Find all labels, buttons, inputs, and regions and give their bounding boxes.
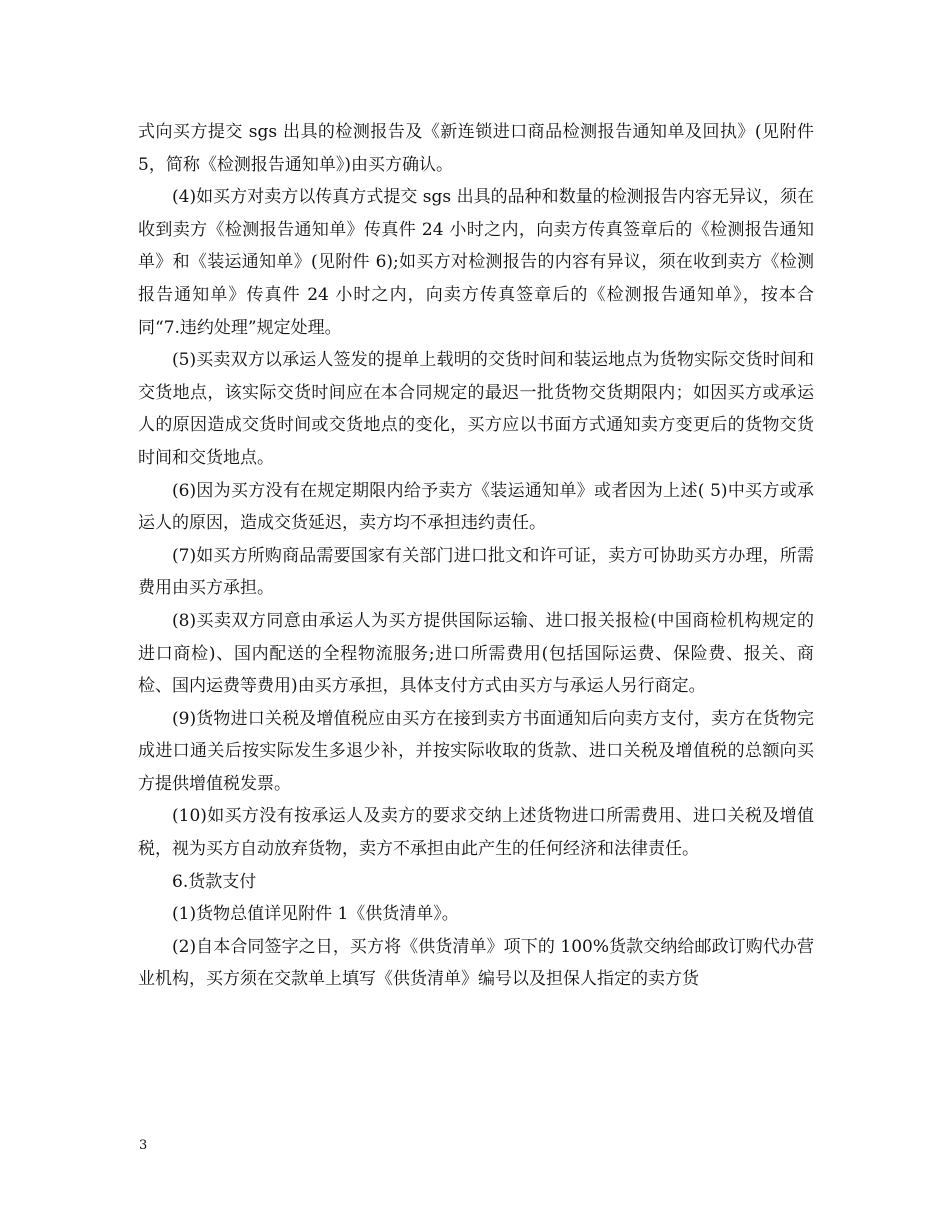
section-heading-payment: 6.货款支付 [172,871,257,892]
paragraph-payment-2: (2)自本合同签字之日，买方将《供货清单》项下的 100%货款交纳给邮政订购代办营业机构，买方须在交款单上填写《供货清单》编号以及担保人指定的卖方货 [138,936,814,990]
paragraph-clause-5: (5)买卖双方以承运人签发的提单上载明的交货时间和装运地点为货物实际交货时间和交货地点，该实际交货时间应在本合同规定的最迟一批货物交货期限内；如因买方或承运人的原因造成交货时间或交货地点的变化，买方应以书面方式通知卖方变更后的货物交货时间和交货地点。 [138,350,814,468]
paragraph-clause-8: (8)买卖双方同意由承运人为买方提供国际运输、进口报关报检(中国商检机构规定的进口商检)、国内配送的全程物流服务;进口所需费用(包括国际运费、保险费、报关、商检、国内运费等费用)由买方承担，具体支付方式由买方与承运人另行商定。 [138,610,814,697]
paragraph-clause-9: (9)货物进口关税及增值税应由买方在接到卖方书面通知后向卖方支付，卖方在货物完成进口通关后按实际发生多退少补，并按实际收取的货款、进口关税及增值税的总额向买方提供增值税发票。 [138,708,814,794]
paragraph-clause-10: (10)如买方没有按承运人及卖方的要求交纳上述货物进口所需费用、进口关税及增值税，视为买方自动放弃货物，卖方不承担由此产生的任何经济和法律责任。 [138,806,814,860]
paragraph-clause-6: (6)因为买方没有在规定期限内给予卖方《装运通知单》或者因为上述( 5)中买方或承运人的原因，造成交货延迟，卖方均不承担违约责任。 [138,480,814,534]
page-number: 3 [139,1138,148,1153]
document-body [138,116,814,996]
paragraph-payment-1: (1)货物总值详见附件 1《供货清单》。 [172,904,459,925]
paragraph-continuation: 式向买方提交 sgs 出具的检测报告及《新连锁进口商品检测报告通知单及回执》(见附件 5，简称《检测报告通知单》)由买方确认。 [138,122,814,175]
paragraph-clause-4: (4)如买方对卖方以传真方式提交 sgs 出具的品种和数量的检测报告内容无异议，须在收到卖方《检测报告通知单》传真件 24 小时之内，向卖方传真签章后的《检测报告通知单》和《装运通知单》(见附件 6);如买方对检测报告的内容有异议，须在收到卖方《检测报告通知单》传真件 24 小时之内，向卖方传真签章后的《检测报告通知单》，按本合同“7.违约处理”规定处理。 [138,187,814,338]
paragraph-clause-7: (7)如买方所购商品需要国家有关部门进口批文和许可证，卖方可协助买方办理，所需费用由买方承担。 [138,545,814,599]
